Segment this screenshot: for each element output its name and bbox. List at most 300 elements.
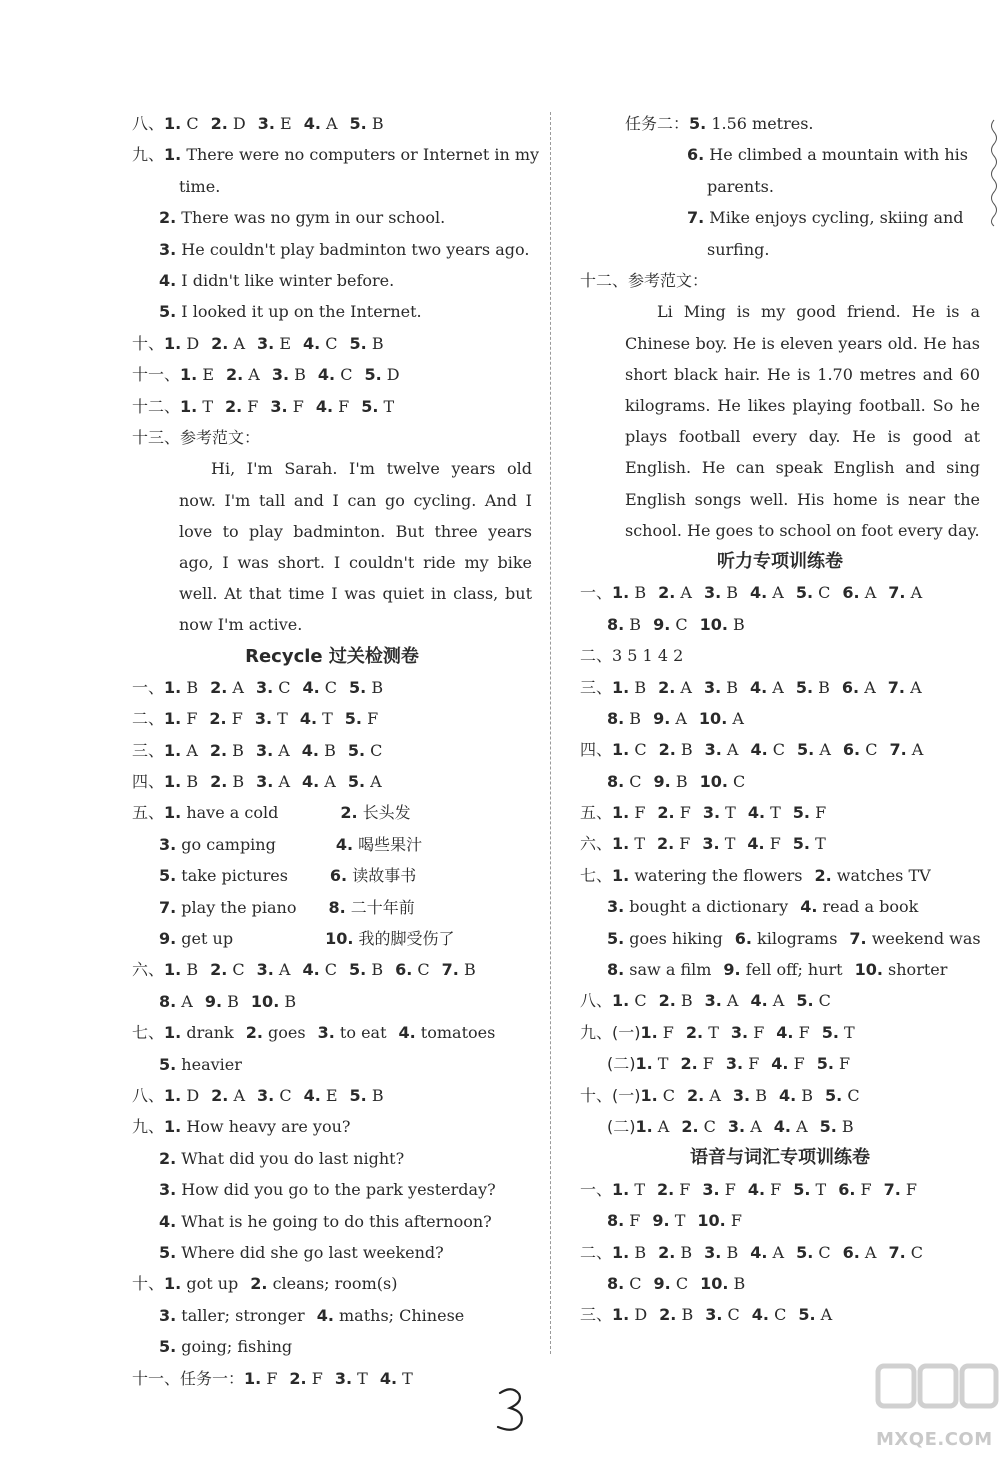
answer-line bbox=[580, 202, 980, 233]
section-label: 十一、任务一： bbox=[132, 1368, 245, 1388]
question-number: 5. bbox=[795, 677, 814, 697]
answer-text: D bbox=[381, 365, 400, 385]
answer-text: C bbox=[629, 740, 647, 760]
answer-text: There were no computers or Internet in my bbox=[181, 145, 540, 165]
question-number: 6. bbox=[842, 583, 860, 603]
answer-text: T bbox=[352, 1368, 368, 1388]
answer-text: B bbox=[750, 1085, 767, 1105]
question-number: 3. bbox=[704, 740, 722, 760]
answer-text: B bbox=[676, 1305, 694, 1325]
question-number: 5. bbox=[347, 740, 366, 760]
answer-text: F bbox=[674, 1179, 691, 1199]
answer-text: T bbox=[720, 803, 736, 823]
answer-line bbox=[580, 1017, 980, 1048]
question-number: 1. bbox=[164, 1274, 182, 1294]
answer-text: C bbox=[767, 740, 786, 760]
question-number: 3. bbox=[705, 1305, 723, 1325]
section-label: 四、 bbox=[580, 740, 613, 760]
answer-text: B bbox=[181, 960, 199, 980]
question-number: 6. bbox=[734, 928, 752, 948]
answer-text: B bbox=[675, 1242, 693, 1262]
section-label: 五、 bbox=[132, 803, 165, 823]
question-number: 1. bbox=[612, 865, 630, 885]
question-number: 4. bbox=[751, 1305, 769, 1325]
question-number: 3. bbox=[703, 583, 722, 603]
answer-line bbox=[132, 797, 532, 828]
answer-line bbox=[580, 1299, 980, 1330]
answer-text: C bbox=[624, 1273, 642, 1293]
answer-text: B bbox=[366, 1085, 384, 1105]
answer-text: There was no gym in our school. bbox=[176, 208, 446, 228]
question-number: 1. bbox=[612, 1305, 630, 1325]
answer-text: F bbox=[697, 1054, 714, 1074]
answer-line bbox=[132, 171, 532, 202]
answer-text: T bbox=[810, 834, 826, 854]
answer-text: B bbox=[624, 614, 642, 634]
question-number: 1. bbox=[612, 677, 630, 697]
answer-line bbox=[580, 1080, 980, 1111]
question-number: 4. bbox=[303, 333, 321, 353]
answer-text: A bbox=[670, 708, 687, 728]
question-number: 1. bbox=[164, 145, 182, 165]
answer-text: A bbox=[906, 740, 924, 760]
section-label: 五、 bbox=[580, 803, 613, 823]
question-number: 2. bbox=[210, 772, 228, 792]
answer-text: A bbox=[227, 677, 244, 697]
answer-text: B bbox=[181, 772, 199, 792]
answer-text: surfing. bbox=[707, 239, 770, 259]
answer-text: B bbox=[721, 583, 738, 603]
answer-text: B bbox=[227, 772, 245, 792]
answer-text: B bbox=[289, 365, 306, 385]
question-number: 1. bbox=[164, 677, 182, 697]
answer-text: B bbox=[624, 708, 642, 728]
question-number: 2. bbox=[657, 1179, 675, 1199]
answer-text: bought a dictionary bbox=[624, 897, 789, 917]
answer-text: F bbox=[657, 1022, 674, 1042]
answer-text: C bbox=[670, 614, 688, 634]
section-label: 十、(一) bbox=[580, 1085, 641, 1105]
question-number: 3. bbox=[704, 1242, 722, 1262]
question-number: 1. bbox=[164, 1023, 182, 1043]
answer-line bbox=[580, 171, 980, 202]
answer-text: A bbox=[859, 677, 876, 697]
question-number: 5. bbox=[821, 1022, 839, 1042]
question-number: 5. bbox=[816, 1054, 834, 1074]
answer-text: F bbox=[674, 834, 691, 854]
question-number: 8. bbox=[328, 897, 346, 917]
answer-text: I looked it up on the Internet. bbox=[176, 302, 422, 322]
answer-text: C bbox=[860, 740, 878, 760]
question-number: 2. bbox=[658, 991, 676, 1011]
question-number: 1. bbox=[164, 960, 182, 980]
question-number: 2. bbox=[658, 740, 676, 760]
answer-text: C bbox=[842, 1085, 860, 1105]
question-number: 7. bbox=[687, 208, 705, 228]
question-number: 3. bbox=[271, 365, 290, 385]
answer-text: D bbox=[181, 333, 200, 353]
question-number: 1. bbox=[612, 803, 630, 823]
answer-text: C bbox=[274, 1085, 292, 1105]
question-number: 2. bbox=[245, 1023, 263, 1043]
answer-text: A bbox=[721, 991, 739, 1011]
section-label: 二、 bbox=[580, 646, 613, 666]
answer-text: F bbox=[674, 803, 691, 823]
question-number: 4. bbox=[159, 1211, 177, 1231]
question-number: 3. bbox=[334, 1368, 353, 1388]
answer-text: B bbox=[279, 991, 297, 1011]
answer-text: A bbox=[176, 991, 193, 1011]
answer-text: C bbox=[813, 583, 831, 603]
answer-text: B bbox=[222, 991, 239, 1011]
answer-text: B bbox=[458, 960, 476, 980]
answer-text: I didn't like winter before. bbox=[176, 270, 395, 290]
answer-text: B bbox=[629, 1242, 647, 1262]
question-number: 6. bbox=[838, 1179, 856, 1199]
question-number: 3. bbox=[704, 991, 722, 1011]
answer-text: T bbox=[629, 834, 645, 854]
answer-line bbox=[580, 1111, 980, 1142]
answer-text: take pictures bbox=[176, 866, 288, 886]
section-label: 十、 bbox=[132, 333, 165, 353]
section-label: 十一、 bbox=[132, 365, 181, 385]
question-number: 2. bbox=[658, 677, 676, 697]
answer-text: T bbox=[810, 1179, 827, 1199]
question-number: 8. bbox=[607, 1273, 625, 1293]
question-number: 5. bbox=[607, 928, 625, 948]
question-number: 3. bbox=[159, 834, 177, 854]
answer-line bbox=[132, 1206, 532, 1237]
answer-text: cleans; room(s) bbox=[267, 1274, 398, 1294]
column-divider bbox=[550, 112, 551, 1354]
question-number: 3. bbox=[702, 803, 721, 823]
question-number: 2. bbox=[209, 709, 227, 729]
question-number: 3. bbox=[727, 1117, 746, 1136]
answer-line bbox=[132, 1268, 532, 1299]
answer-text: 喝些果汁 bbox=[353, 834, 423, 854]
answer-text: C bbox=[657, 1085, 676, 1105]
question-number: 7. bbox=[889, 740, 907, 760]
answer-text: Mike enjoys cycling, skiing and bbox=[704, 208, 964, 228]
question-number: 8. bbox=[607, 960, 625, 980]
question-number: 4. bbox=[303, 1085, 321, 1105]
answer-line bbox=[580, 797, 980, 828]
question-number: 1. bbox=[164, 740, 182, 760]
question-number: 5. bbox=[344, 709, 363, 729]
answer-text: C bbox=[813, 991, 831, 1011]
section-label: 七、 bbox=[580, 865, 613, 885]
answer-line bbox=[580, 609, 980, 640]
question-number: 7. bbox=[883, 1179, 901, 1199]
section-label: 二、 bbox=[580, 1242, 613, 1262]
question-number: 4. bbox=[301, 740, 320, 760]
question-number: 8. bbox=[159, 991, 177, 1011]
question-number: 4. bbox=[747, 1179, 766, 1199]
question-number: 3. bbox=[702, 1179, 720, 1199]
answer-text: maths; Chinese bbox=[333, 1305, 465, 1325]
question-number: 3. bbox=[730, 1022, 749, 1042]
answer-text: F bbox=[261, 1368, 278, 1388]
answer-text: T bbox=[838, 1022, 855, 1042]
answer-text: A bbox=[704, 1085, 721, 1105]
answer-line bbox=[580, 1048, 980, 1079]
question-number: 4. bbox=[771, 1054, 789, 1074]
question-number: 7. bbox=[888, 1242, 906, 1262]
answer-text: T bbox=[629, 1179, 645, 1199]
answer-text: F bbox=[725, 1211, 742, 1231]
answer-text: A bbox=[721, 740, 739, 760]
answer-text: C bbox=[698, 1117, 716, 1136]
question-number: 3. bbox=[256, 960, 274, 980]
answer-text: goes hiking bbox=[624, 928, 723, 948]
question-number: 4. bbox=[750, 583, 768, 603]
answer-line bbox=[132, 265, 532, 296]
question-number: 6. bbox=[395, 960, 413, 980]
question-number: 6. bbox=[329, 866, 348, 886]
question-number: 2. bbox=[250, 1274, 268, 1294]
answer-line bbox=[132, 359, 532, 390]
watermark-logo bbox=[870, 1356, 1000, 1454]
question-number: 3. bbox=[159, 1305, 177, 1325]
answer-line bbox=[132, 1049, 532, 1080]
answer-line bbox=[132, 1017, 532, 1048]
answer-text: A bbox=[815, 1305, 833, 1325]
question-number: 8. bbox=[607, 771, 625, 791]
question-number: 5. bbox=[793, 1179, 811, 1199]
answer-text: F bbox=[181, 709, 198, 729]
answer-line bbox=[132, 108, 532, 139]
answer-text: A bbox=[745, 1117, 762, 1136]
answer-line bbox=[580, 734, 980, 765]
answer-text: C bbox=[905, 1242, 924, 1262]
question-number: 10. bbox=[698, 708, 728, 728]
section-label: 六、 bbox=[580, 834, 613, 854]
answer-text: watches TV bbox=[831, 865, 931, 885]
answer-text: B bbox=[796, 1085, 814, 1105]
question-number: 3. bbox=[317, 1023, 335, 1043]
question-number: 5. bbox=[159, 1054, 177, 1074]
question-number: 3. bbox=[256, 772, 274, 792]
answer-line bbox=[132, 1174, 532, 1205]
question-number: 1. bbox=[635, 1117, 653, 1136]
question-number: 4. bbox=[316, 1305, 334, 1325]
question-number: 2. bbox=[658, 583, 676, 603]
section-label: 八、 bbox=[580, 991, 613, 1011]
question-number: 4. bbox=[302, 960, 320, 980]
answer-text: weekend was bbox=[866, 928, 981, 948]
question-number: 3. bbox=[702, 834, 720, 854]
question-number: 3. bbox=[257, 114, 275, 133]
question-number: 2. bbox=[657, 834, 675, 854]
question-number: 6. bbox=[842, 740, 861, 760]
question-number: 4. bbox=[750, 991, 768, 1011]
answer-text: B bbox=[721, 677, 738, 697]
question-number: 1. bbox=[640, 1085, 658, 1105]
answer-text: F bbox=[788, 1054, 805, 1074]
essay-text: Li Ming is my good friend. He is a Chinese boy. He is eleven years old. He has short black hair. He is 1.70 metres and 60 kilograms. He likes playing football. So he plays football every day. He is good at English. He can speak English and sing English songs well. His home is near the school. He goes to school on foot every day. bbox=[625, 302, 980, 540]
answer-line bbox=[132, 422, 532, 453]
answer-text: A bbox=[767, 991, 785, 1011]
answer-text: B bbox=[181, 677, 199, 697]
answer-line bbox=[132, 923, 532, 954]
answer-text: A bbox=[228, 333, 246, 353]
question-number: 10. bbox=[854, 960, 883, 980]
question-number: 10. bbox=[325, 929, 354, 949]
question-number: 10. bbox=[699, 771, 728, 791]
answer-text: A bbox=[652, 1117, 670, 1136]
question-number: 2. bbox=[659, 1305, 677, 1325]
question-number: 4. bbox=[379, 1368, 398, 1388]
answer-line bbox=[580, 265, 980, 296]
question-number: 4. bbox=[303, 114, 321, 133]
question-number: 4. bbox=[315, 396, 334, 416]
question-number: 4. bbox=[747, 803, 766, 823]
answer-line bbox=[132, 296, 532, 327]
answer-text: B bbox=[629, 677, 647, 697]
answer-text: A bbox=[273, 740, 290, 760]
answer-text: F bbox=[833, 1054, 851, 1074]
question-number: 5. bbox=[689, 114, 707, 133]
question-number: 9. bbox=[653, 614, 671, 634]
answer-text: watering the flowers bbox=[629, 865, 803, 885]
answer-text: D bbox=[181, 1085, 200, 1105]
answer-text: read a book bbox=[817, 897, 919, 917]
answer-text: F bbox=[743, 1054, 760, 1074]
answer-text: kilograms bbox=[751, 928, 838, 948]
answer-line bbox=[132, 328, 532, 359]
section-label: 九、 bbox=[132, 145, 165, 165]
answer-text: A bbox=[859, 1242, 877, 1262]
section-label: 九、 bbox=[132, 1117, 165, 1137]
question-number: 5. bbox=[819, 1117, 837, 1136]
question-number: 5. bbox=[795, 583, 814, 603]
question-number: 1. bbox=[612, 583, 630, 603]
answer-line bbox=[580, 577, 980, 608]
section-label: 十三、参考范文： bbox=[132, 427, 261, 447]
answer-text: A bbox=[859, 583, 877, 603]
binding-edge-marks bbox=[988, 118, 1000, 228]
section-label: 十二、参考范文： bbox=[580, 270, 709, 290]
answer-text: B bbox=[675, 740, 693, 760]
answer-text: T bbox=[397, 1368, 413, 1388]
section-label: 九、(一) bbox=[580, 1022, 641, 1042]
question-number: 2. bbox=[289, 1368, 307, 1388]
watermark-text: MXQE.COM bbox=[876, 1429, 993, 1450]
question-number: 3. bbox=[257, 1085, 275, 1105]
answer-text: He climbed a mountain with his bbox=[704, 145, 968, 165]
answer-text: T bbox=[719, 834, 736, 854]
answer-text: F bbox=[624, 1211, 641, 1231]
answer-line bbox=[580, 766, 980, 797]
question-number: 5. bbox=[349, 1085, 367, 1105]
answer-text: time. bbox=[179, 176, 221, 196]
answer-text: A bbox=[767, 677, 784, 697]
sample-essay bbox=[132, 453, 532, 640]
question-number: 2. bbox=[340, 803, 358, 823]
question-number: 5. bbox=[796, 991, 814, 1011]
question-number: 4. bbox=[317, 365, 336, 385]
answer-line bbox=[580, 640, 980, 671]
answer-text: Where did she go last weekend? bbox=[176, 1242, 444, 1262]
answer-text: What did you do last night? bbox=[176, 1148, 405, 1168]
question-number: 9. bbox=[652, 1211, 670, 1231]
answer-text: T bbox=[765, 803, 781, 823]
question-number: 3. bbox=[732, 1085, 751, 1105]
question-number: 3. bbox=[257, 333, 275, 353]
answer-line bbox=[132, 829, 532, 860]
answer-text: T bbox=[317, 709, 333, 729]
answer-line bbox=[132, 860, 532, 891]
answer-text: 我的脚受伤了 bbox=[353, 929, 455, 949]
question-number: 6. bbox=[841, 677, 860, 697]
answer-text: A bbox=[727, 708, 744, 728]
answer-line bbox=[580, 1205, 980, 1236]
question-number: 1. bbox=[640, 1022, 658, 1042]
answer-text: A bbox=[228, 1085, 246, 1105]
question-number: 5. bbox=[797, 740, 815, 760]
question-number: 5. bbox=[159, 866, 177, 886]
answer-text: E bbox=[197, 365, 214, 385]
answer-text: F bbox=[629, 803, 646, 823]
question-number: 6. bbox=[842, 1242, 860, 1262]
answer-line bbox=[132, 735, 532, 766]
answer-line bbox=[580, 828, 980, 859]
answer-line bbox=[132, 1237, 532, 1268]
answer-text: A bbox=[814, 740, 831, 760]
question-number: 5. bbox=[792, 803, 811, 823]
question-number: 5. bbox=[349, 333, 367, 353]
question-number: 4. bbox=[398, 1023, 416, 1043]
question-number: 1. bbox=[612, 834, 630, 854]
section-title: Recycle 过关检测卷 bbox=[245, 645, 419, 667]
question-number: 5. bbox=[347, 772, 366, 792]
question-number: 8. bbox=[607, 614, 625, 634]
question-number: 1. bbox=[612, 991, 630, 1011]
answer-line bbox=[580, 891, 980, 922]
answer-text: C bbox=[670, 1273, 689, 1293]
answer-text: heavier bbox=[176, 1054, 242, 1074]
question-number: 1. bbox=[612, 1179, 630, 1199]
answer-text: go camping bbox=[176, 834, 276, 854]
answer-text: E bbox=[274, 114, 292, 133]
question-number: 1. bbox=[164, 333, 182, 353]
question-number: 2. bbox=[211, 1085, 229, 1105]
answer-line bbox=[580, 1174, 980, 1205]
answer-text: B bbox=[319, 740, 336, 760]
answer-line bbox=[580, 672, 980, 703]
question-number: 3. bbox=[255, 740, 274, 760]
answer-text: How heavy are you? bbox=[181, 1117, 351, 1137]
question-number: 2. bbox=[211, 333, 229, 353]
answer-line bbox=[132, 1363, 532, 1394]
question-number: 3. bbox=[270, 396, 288, 416]
question-number: 9. bbox=[204, 991, 223, 1011]
answer-text: C bbox=[227, 960, 245, 980]
question-number: 7. bbox=[849, 928, 867, 948]
section-label: 一、 bbox=[580, 1179, 613, 1199]
question-number: 4. bbox=[335, 834, 354, 854]
answer-text: T bbox=[378, 396, 395, 416]
question-number: 5. bbox=[349, 114, 367, 133]
answer-line bbox=[580, 703, 980, 734]
question-number: 5. bbox=[825, 1085, 843, 1105]
question-number: 10. bbox=[700, 1273, 729, 1293]
answer-line bbox=[132, 986, 532, 1017]
section-title: 听力专项训练卷 bbox=[717, 550, 843, 572]
answer-text: A bbox=[905, 583, 923, 603]
question-number: 7. bbox=[441, 960, 459, 980]
answer-line bbox=[132, 672, 532, 703]
